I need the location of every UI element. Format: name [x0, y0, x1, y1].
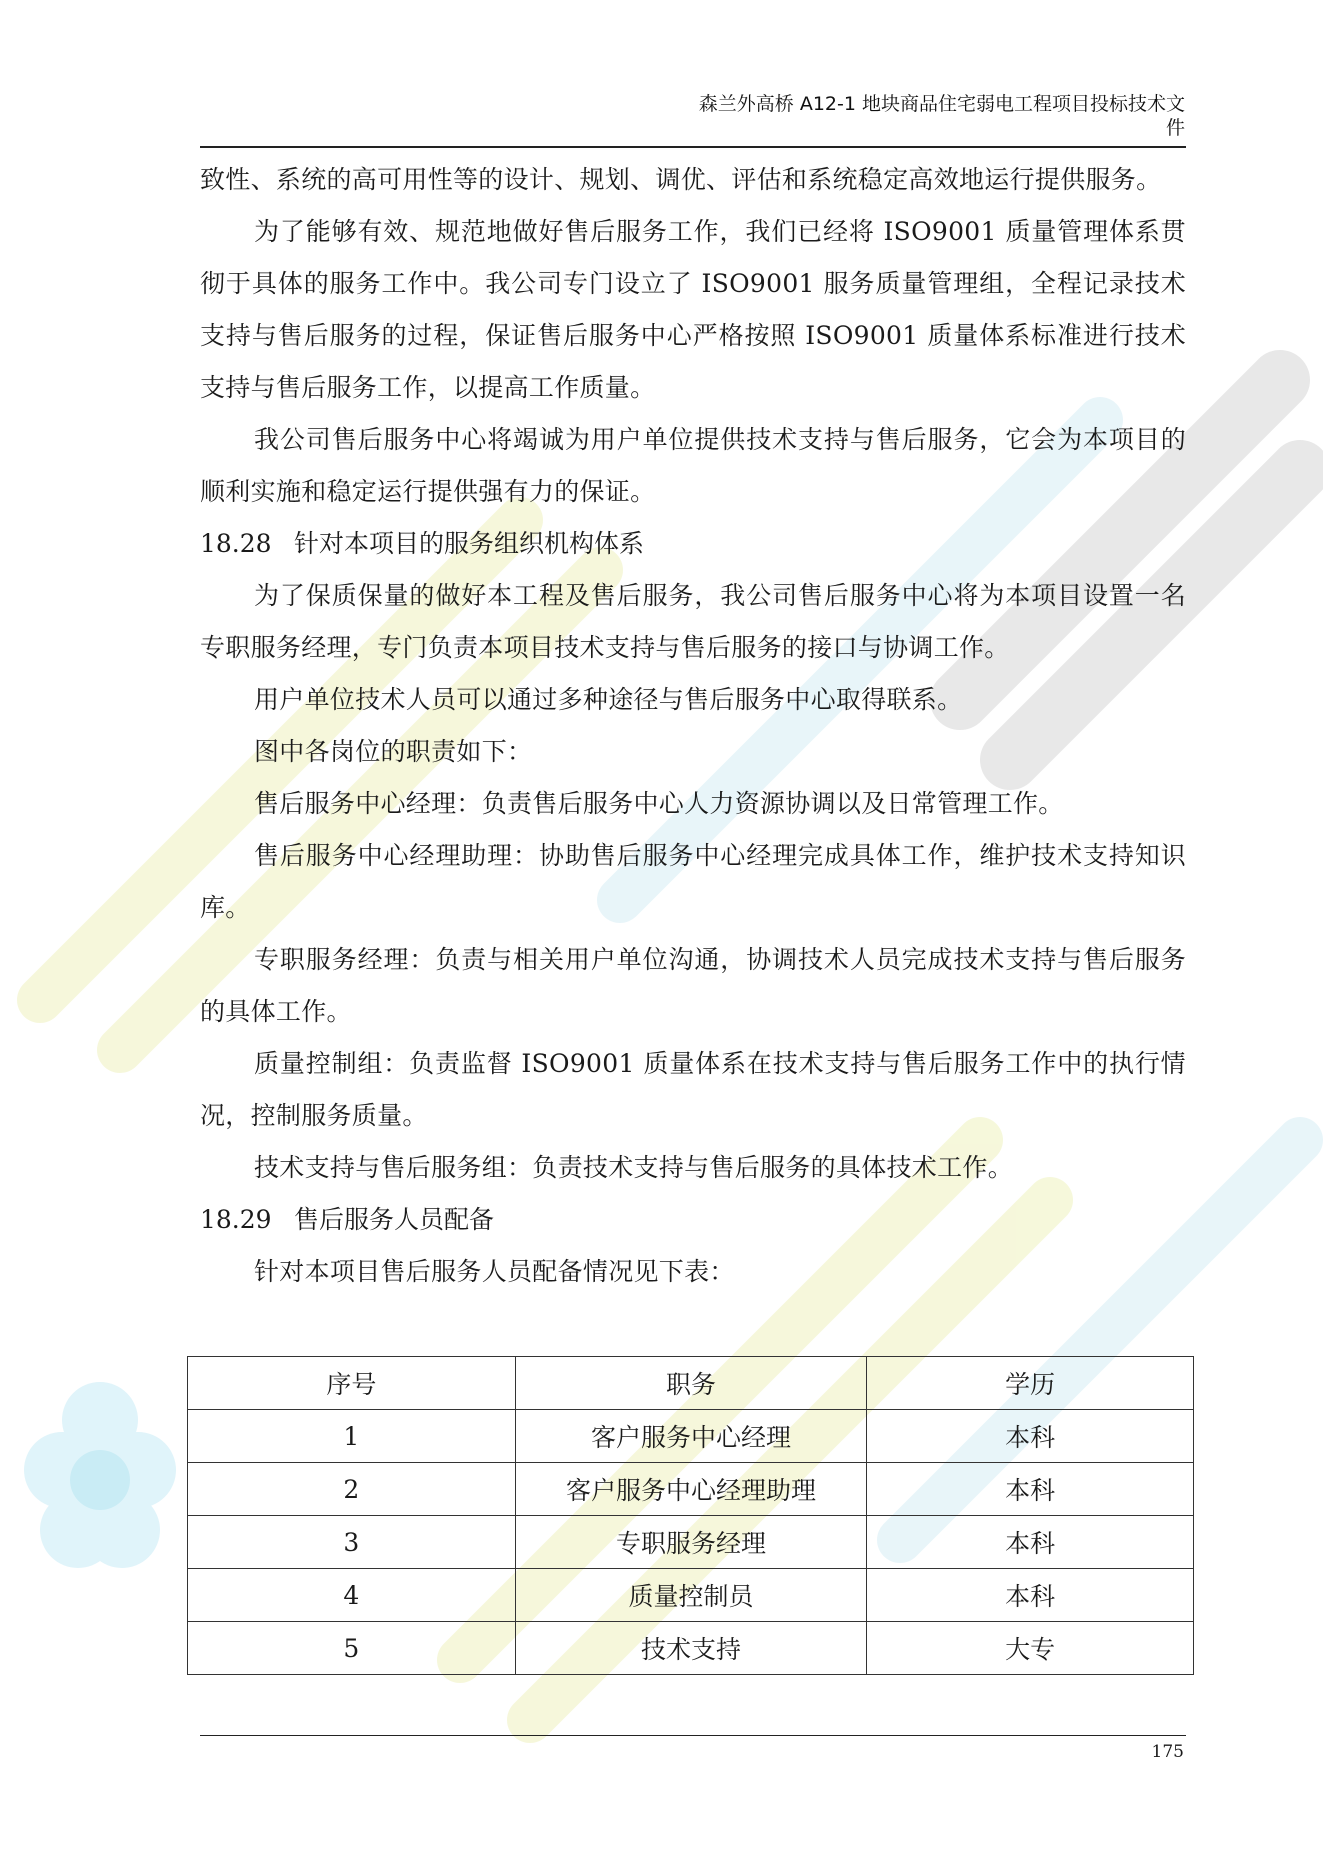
header-cell-index: 序号 — [188, 1357, 516, 1410]
section-number: 18.28 — [200, 529, 272, 558]
paragraph: 为了保质保量的做好本工程及售后服务，我公司售后服务中心将为本项目设置一名专职服务经理，专门负责本项目技术支持与售后服务的接口与协调工作。 — [200, 581, 1186, 662]
paragraph: 售后服务中心经理：负责售后服务中心人力资源协调以及日常管理工作。 — [254, 789, 1064, 818]
table-row — [188, 1516, 1194, 1569]
table-cell: 本科 — [867, 1463, 1194, 1516]
paragraph: 质量控制组：负责监督 ISO9001 质量体系在技术支持与售后服务工作中的执行情况，控制服务质量。 — [200, 1049, 1186, 1130]
header-rule — [200, 146, 1186, 148]
header-cell-position: 职务 — [515, 1357, 867, 1410]
table-row — [188, 1622, 1194, 1675]
paragraph: 专职服务经理：负责与相关用户单位沟通，协调技术人员完成技术支持与售后服务的具体工作。 — [200, 945, 1186, 1026]
staff-table — [187, 1356, 1194, 1675]
paragraph: 用户单位技术人员可以通过多种途径与售后服务中心取得联系。 — [254, 685, 963, 714]
table-row — [188, 1569, 1194, 1622]
page-number: 175 — [1151, 1742, 1184, 1762]
paragraph-iso-quality: 为了能够有效、规范地做好售后服务工作，我们已经将 ISO9001 质量管理体系贯彻于具体的服务工作中。我公司专门设立了 ISO9001 服务质量管理组，全程记录技术支持与售后服务的过程，保证售后服务中心严格按照 ISO9001 质量体系标准进行技术支持与售后服务工作，以提高工作质量。 — [200, 217, 1186, 402]
table-cell: 本科 — [867, 1516, 1194, 1569]
table-cell: 本科 — [867, 1410, 1194, 1463]
table-cell: 技术支持 — [515, 1622, 867, 1675]
document-body — [200, 154, 1186, 1298]
section-title: 售后服务人员配备 — [294, 1205, 495, 1234]
page-header — [200, 92, 1185, 140]
table-row — [188, 1410, 1194, 1463]
header-title-line1: 森兰外高桥 A12-1 地块商品住宅弱电工程项目投标技术文 — [698, 93, 1185, 115]
paragraph: 技术支持与售后服务组：负责技术支持与售后服务的具体技术工作。 — [254, 1153, 1014, 1182]
table-cell: 质量控制员 — [515, 1569, 867, 1622]
table-cell: 客户服务中心经理助理 — [515, 1463, 867, 1516]
table-cell: 专职服务经理 — [515, 1516, 867, 1569]
table-row — [188, 1463, 1194, 1516]
paragraph-service-center: 我公司售后服务中心将竭诚为用户单位提供技术支持与售后服务，它会为本项目的顺利实施和稳定运行提供强有力的保证。 — [200, 425, 1186, 506]
section-number: 18.29 — [200, 1205, 272, 1234]
table-cell: 大专 — [867, 1622, 1194, 1675]
paragraph: 售后服务中心经理助理：协助售后服务中心经理完成具体工作，维护技术支持知识库。 — [200, 841, 1186, 922]
table-cell: 本科 — [867, 1569, 1194, 1622]
table-cell: 4 — [188, 1569, 516, 1622]
section-heading-18-29 — [200, 1194, 1186, 1246]
table-cell: 2 — [188, 1463, 516, 1516]
table-cell: 1 — [188, 1410, 516, 1463]
watermark-flower-icon — [24, 1382, 176, 1568]
header-title-line2: 件 — [1165, 117, 1185, 139]
table-cell: 3 — [188, 1516, 516, 1569]
table-intro: 针对本项目售后服务人员配备情况见下表： — [254, 1257, 735, 1286]
footer-rule — [200, 1735, 1186, 1736]
section-heading-18-28 — [200, 518, 1186, 570]
table-header-row — [188, 1357, 1194, 1410]
section-title: 针对本项目的服务组织机构体系 — [294, 529, 645, 558]
paragraph-continued: 致性、系统的高可用性等的设计、规划、调优、评估和系统稳定高效地运行提供服务。 — [200, 165, 1162, 194]
header-cell-education: 学历 — [867, 1357, 1194, 1410]
table-cell: 客户服务中心经理 — [515, 1410, 867, 1463]
table-cell: 5 — [188, 1622, 516, 1675]
paragraph: 图中各岗位的职责如下： — [254, 737, 533, 766]
